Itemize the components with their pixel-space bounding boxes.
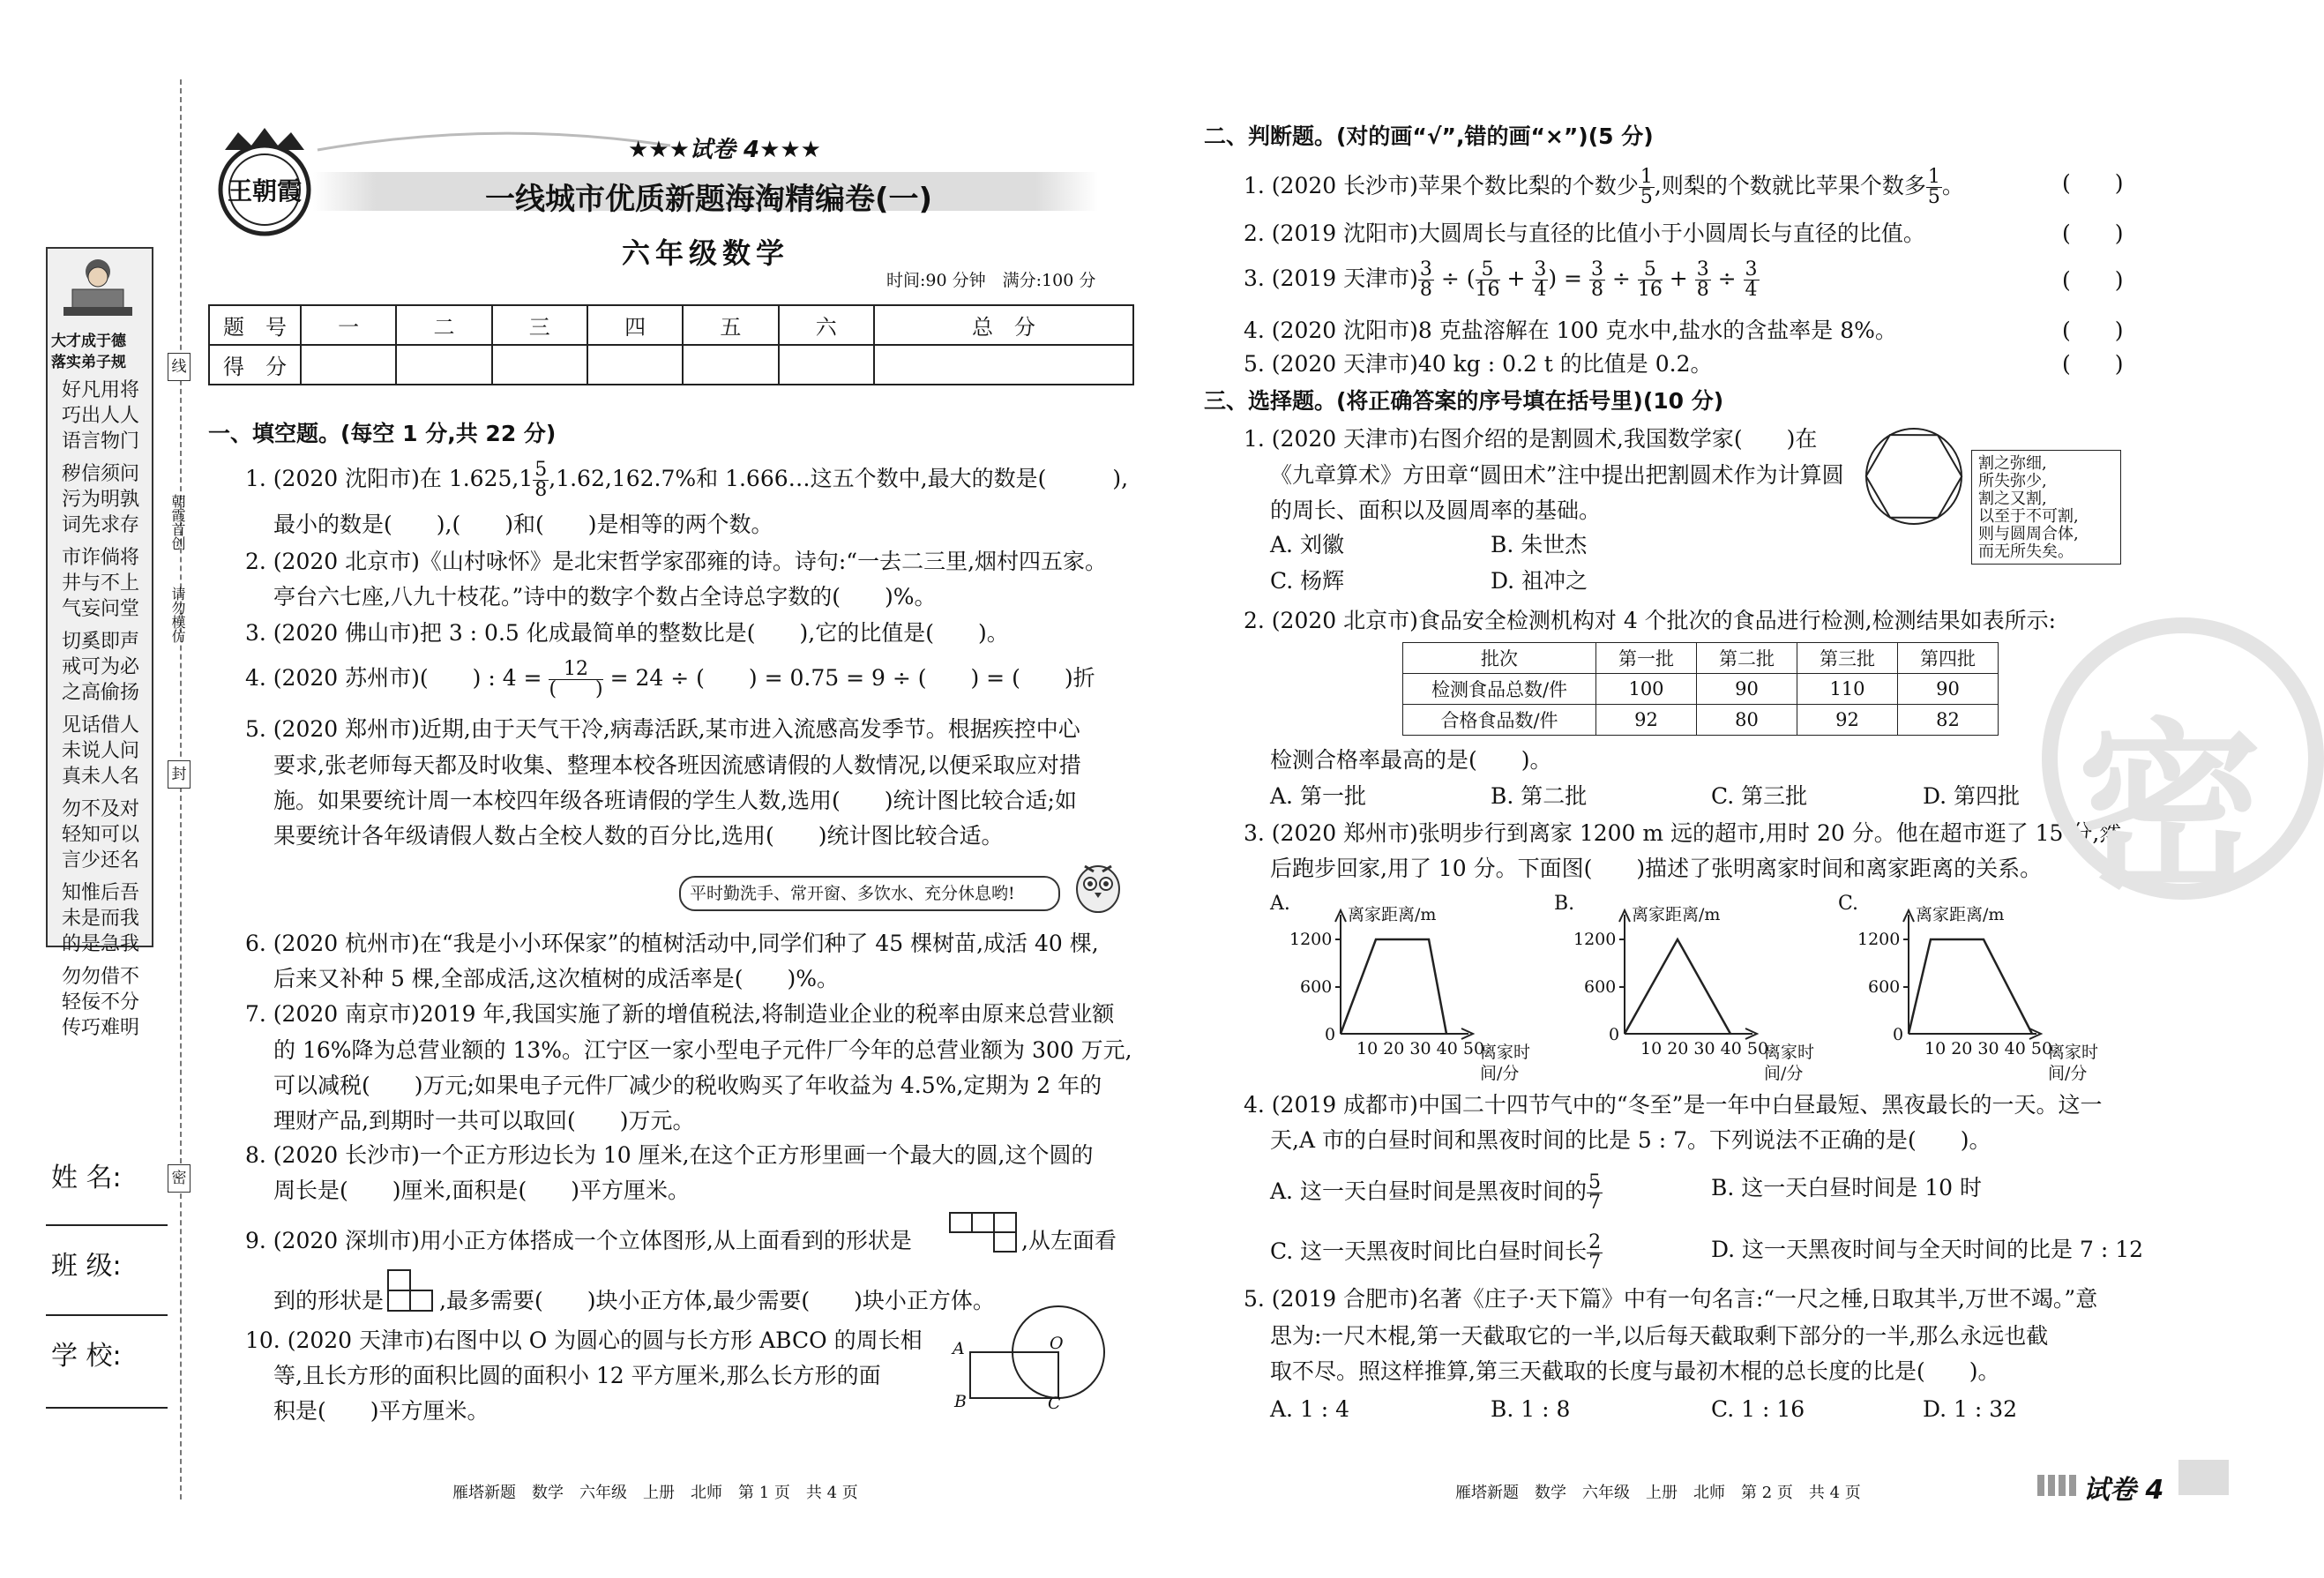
j1-fraction-1: $\frac{1}{5}$ [1640, 166, 1653, 208]
inspection-row [1403, 705, 1999, 736]
c1-line1: 1. (2020 天津市)右图介绍的是割圆术,我国数学家( )在 [1244, 426, 1818, 452]
j4-text: 4. (2020 沈阳市)8 克盐溶解在 100 克水中,盐水的含盐率是 8%。 [1244, 318, 1897, 343]
graph-b-y600: 600 [1584, 977, 1617, 997]
owl-mascot-icon [1067, 854, 1129, 916]
c5-option-b[interactable]: B. 1 : 8 [1491, 1396, 1571, 1422]
motto-line: 勿勿借不 [61, 966, 139, 988]
quote-line: 割之弥细, [1978, 454, 2047, 473]
q6-line2: 后来又补种 5 棵,全部成活,这次植树的成活率是( )%。 [273, 966, 839, 991]
q3-text: 3. (2020 佛山市)把 3 : 0.5 化成最简单的整数比是( ),它的比值是( )。 [245, 620, 1009, 646]
motto-line: 好凡用将 [61, 379, 139, 401]
j3-fraction: $\frac{5}{16}$ [1637, 258, 1663, 301]
score-cell: 三 [492, 305, 587, 345]
score-header-row [209, 305, 1133, 345]
paper-number: ★★★试卷 4★★★ [628, 137, 821, 163]
score-input[interactable] [587, 345, 683, 385]
c4-line1: 4. (2019 成都市)中国二十四节气中的“冬至”是一年中白昼最短、黑夜最长的一天。这一 [1244, 1092, 2103, 1118]
q8-line2: 周长是( )厘米,面积是( )平方厘米。 [273, 1178, 690, 1203]
q10-circle-rectangle-figure [944, 1304, 1120, 1422]
seal-secret: 密 [168, 1164, 191, 1193]
q9-left-view-figure [386, 1268, 436, 1318]
c1-line3: 的周长、面积以及圆周率的基础。 [1270, 497, 1602, 523]
graph-b-xlabel2: 间/分 [1764, 1064, 1804, 1083]
inspection-cell: 检测食品总数/件 [1403, 674, 1596, 705]
q5-line3: 施。如果要统计周一本校四年级各班请假的学生人数,选用( )统计图比较合适;如 [273, 788, 1077, 813]
inspection-cell: 90 [1697, 674, 1797, 705]
inspection-cell: 90 [1898, 674, 1999, 705]
footer-left: 雁塔新题 数学 六年级 上册 北师 第 1 页 共 4 页 [452, 1484, 858, 1502]
motto-line: 井与不上 [61, 572, 139, 595]
motto-line: 污为明孰 [61, 489, 139, 511]
motto-line: 之高偷扬 [61, 682, 139, 704]
c4-line2: 天,A 市的白昼时间和黑夜时间的比是 5 : 7。下列说法不正确的是( )。 [1270, 1127, 1991, 1153]
q1-text: ,1.62,162.7%和 1.666…这五个数中,最大的数是( ), [549, 466, 1129, 491]
score-cell: 二 [396, 305, 491, 345]
j3-line: 3. (2019 天津市) $\frac{3}{8}$ ÷ ( $\frac{5}{16}$ + $\frac{3}{4}$ ) = $\frac{3}{8}$ ÷ $\frac{5}{16}$ + $\frac{3}{8}$ ÷ $\frac{3}{4}$ [1244, 258, 1758, 301]
motto-line: 轻知可以 [61, 824, 139, 846]
q9-line1: 9. (2020 深圳市)用小正方体搭成一个立体图形,从上面看到的形状是 [245, 1228, 912, 1253]
score-input[interactable] [779, 345, 874, 385]
c2-question: 检测合格率最高的是( )。 [1270, 747, 1552, 773]
quote-text [1978, 455, 2079, 561]
corner-paper-label: 试卷 4 [2083, 1475, 2164, 1506]
c5-line3: 取不尽。照这样推算,第三天截取的长度与最初木棍的总长度的比是( )。 [1270, 1358, 2000, 1384]
q1-fraction: $\frac{5}{8}$ [534, 459, 548, 501]
graph-a-origin: 0 [1325, 1025, 1336, 1044]
q5-line2: 要求,张老师每天都及时收集、整理本校各班因流感请假的人数情况,以便采取应对措 [273, 752, 1081, 778]
c5-option-d[interactable]: D. 1 : 32 [1923, 1396, 2018, 1422]
school-label: 学 校: [51, 1341, 122, 1372]
j3-answer[interactable]: ( ) [2062, 267, 2124, 293]
graph-a-xticks: 10 20 30 40 50 [1356, 1039, 1485, 1058]
inspection-table [1402, 642, 1999, 736]
graph-c-xticks: 10 20 30 40 50 [1924, 1039, 2053, 1058]
j1-line: 1. (2020 长沙市)苹果个数比梨的个数少 $\frac{1}{5}$ ,则梨的个数就比苹果个数多 $\frac{1}{5}$ 。 [1244, 166, 1964, 208]
c5-option-c[interactable]: C. 1 : 16 [1711, 1396, 1805, 1422]
inspection-cell: 92 [1797, 705, 1898, 736]
score-row [209, 345, 1133, 385]
score-input[interactable] [301, 345, 396, 385]
sidebar-slogan-2: 落实弟子规 [51, 354, 126, 371]
q10-line2: 等,且长方形的面积比圆的面积小 12 平方厘米,那么长方形的面 [273, 1363, 881, 1388]
score-input[interactable] [492, 345, 587, 385]
graph-a-xlabel1: 离家时 [1480, 1043, 1531, 1062]
inspection-cell: 第三批 [1797, 643, 1898, 674]
class-field[interactable] [46, 1314, 168, 1316]
q6-line1: 6. (2020 杭州市)在“我是小小环保家”的植树活动中,同学们种了 45 棵树苗,成活 40 棵, [245, 931, 1099, 956]
inspection-cell: 第一批 [1596, 643, 1697, 674]
inspection-cell: 92 [1596, 705, 1697, 736]
graph-c-label: C. [1838, 893, 1859, 915]
graph-a-y1200: 1200 [1289, 930, 1333, 949]
c2-option-c[interactable]: C. 第三批 [1711, 783, 1808, 809]
health-tip-text: 平时勤洗手、常开窗、多饮水、充分休息哟! [690, 884, 1015, 903]
j1-answer[interactable]: ( ) [2062, 170, 2124, 196]
q1-line2: 最小的数是( ),( )和( )是相等的两个数。 [273, 512, 773, 537]
graph-a-xlabel2: 间/分 [1480, 1064, 1520, 1083]
motto-line: 气妄问堂 [61, 598, 139, 620]
exam-timing: 时间:90 分钟 满分:100 分 [886, 271, 1096, 290]
j3-fraction: $\frac{3}{4}$ [1745, 258, 1758, 301]
quote-line: 而无所失矣。 [1978, 542, 2074, 561]
graph-c-y600: 600 [1868, 977, 1901, 997]
graph-b-xticks: 10 20 30 40 50 [1640, 1039, 1769, 1058]
graph-a-ylabel: 离家距离/m [1348, 905, 1437, 924]
motto-line: 切奚即声 [61, 631, 139, 653]
c2-option-d[interactable]: D. 第四批 [1923, 783, 2021, 809]
score-cell: 题 号 [209, 305, 301, 345]
graph-b-xlabel1: 离家时 [1764, 1043, 1815, 1062]
c2-option-b[interactable]: B. 第二批 [1491, 783, 1588, 809]
score-cell: 四 [587, 305, 683, 345]
motto-line: 市诈倘将 [61, 547, 139, 569]
q9-line2a: 到的形状是 [273, 1288, 385, 1313]
quote-line: 以至于不可割, [1978, 507, 2079, 526]
fig-label-A: A [953, 1339, 965, 1358]
c4-c-fraction: $\frac{2}{7}$ [1588, 1231, 1602, 1274]
exam-title: 一线城市优质新题海淘精编卷(一) [485, 182, 933, 217]
q5-line4: 果要统计各年级请假人数占全校人数的百分比,选用( )统计图比较合适。 [273, 823, 1004, 849]
q2-line1: 2. (2020 北京市)《山村咏怀》是北宋哲学家邵雍的诗。诗句:“一去二三里,烟村四五家。 [245, 549, 1108, 574]
q7-line3: 可以减税( )万元;如果电子元件厂减少的税收购买了年收益为 4.5%,定期为 2 年的 [273, 1073, 1102, 1098]
graph-c-line [1909, 939, 2032, 1034]
motto-line: 轻佞不分 [61, 991, 139, 1013]
c1-line2: 《九章算术》方田章“圆田术”注中提出把割圆术作为计算圆 [1270, 462, 1844, 488]
graph-b[interactable] [1554, 893, 1854, 1087]
q5-line1: 5. (2020 郑州市)近期,由于天气干冷,病毒活跃,某市进入流感高发季节。根据疾控中心 [245, 716, 1080, 742]
score-input[interactable] [874, 345, 1133, 385]
quote-line: 割之又割, [1978, 490, 2047, 508]
q10-line1: 10. (2020 天津市)右图中以 O 为圆心的圆与长方形 ABCO 的周长相 [245, 1327, 923, 1353]
q9-line2b: ,最多需要( )块小正方体,最少需要( )块小正方体。 [439, 1288, 995, 1313]
c1-option-c[interactable]: C. 杨辉 [1270, 568, 1345, 594]
graph-c-xlabel2: 间/分 [2048, 1064, 2088, 1083]
inspection-cell: 第四批 [1898, 643, 1999, 674]
j2-text: 2. (2019 沈阳市)大圆周长与直径的比值小于小圆周长与直径的比值。 [1244, 221, 1925, 246]
j1-fraction-2: $\frac{1}{5}$ [1927, 166, 1940, 208]
motto-line: 词先求存 [61, 514, 139, 536]
inspection-header-row [1403, 643, 1999, 674]
c4-option-a[interactable]: A. 这一天白昼时间是黑夜时间的 $\frac{5}{7}$ [1270, 1171, 1601, 1214]
circle-polygon-figure [1861, 423, 1967, 533]
score-input[interactable] [396, 345, 491, 385]
graph-b-y1200: 1200 [1573, 930, 1617, 949]
score-cell: 一 [301, 305, 396, 345]
seal-fold: 封 [168, 760, 191, 789]
score-table [208, 304, 1134, 385]
q7-line4: 理财产品,到期时一共可以取回( )万元。 [273, 1108, 695, 1133]
j2-answer[interactable]: ( ) [2062, 221, 2124, 246]
c3-line2: 后跑步回家,用了 10 分。下面图( )描述了张明离家时间和离家距离的关系。 [1270, 856, 2043, 881]
inspection-cell: 100 [1596, 674, 1697, 705]
score-cell: 总 分 [874, 305, 1133, 345]
motto-line: 见话借人 [61, 714, 139, 737]
subject-title: 六年级数学 [622, 236, 790, 270]
graph-c-xlabel1: 离家时 [2048, 1043, 2099, 1062]
motto-line: 秽信须问 [61, 463, 139, 485]
motto-line: 未说人问 [61, 740, 139, 762]
q4-fraction: $\frac{12}{( )}$ [549, 658, 603, 700]
q1-text: 1. (2020 沈阳市)在 1.625,1 [245, 466, 534, 491]
section-3-title: 三、选择题。(将正确答案的序号填在括号里)(10 分) [1204, 388, 1724, 414]
mascot-illustration [55, 254, 141, 325]
inspection-cell: 第二批 [1697, 643, 1797, 674]
inspection-cell: 合格食品数/件 [1403, 705, 1596, 736]
footer-right: 雁塔新题 数学 六年级 上册 北师 第 2 页 共 4 页 [1455, 1484, 1861, 1502]
motto-line: 巧出人人 [61, 405, 139, 427]
c5-option-a[interactable]: A. 1 : 4 [1270, 1396, 1350, 1422]
q7-line1: 7. (2020 南京市)2019 年,我国实施了新的增值税法,将制造业企业的税率由原来总营业额 [245, 1001, 1115, 1027]
vertical-note-1: 朝霞首创 [169, 494, 186, 550]
motto-line: 真未人名 [61, 766, 139, 788]
fig-label-C: C [1048, 1394, 1061, 1413]
motto-line: 知惟后吾 [61, 882, 139, 904]
corner-deco [2037, 1475, 2077, 1496]
c1-option-b[interactable]: B. 朱世杰 [1491, 532, 1588, 557]
graph-a[interactable] [1270, 893, 1570, 1087]
seal-line: 线 [168, 353, 191, 381]
fig-label-O: O [1050, 1334, 1064, 1353]
inspection-row [1403, 674, 1999, 705]
q7-line2: 的 16%降为总营业额的 13%。江宁区一家小型电子元件厂今年的总营业额为 300 万元, [273, 1037, 1132, 1063]
c1-option-d[interactable]: D. 祖冲之 [1491, 568, 1588, 594]
q9-line1b: ,从左面看 [1021, 1228, 1117, 1253]
j3-fraction: $\frac{3}{8}$ [1696, 258, 1709, 301]
score-input[interactable] [683, 345, 778, 385]
inspection-cell: 批次 [1403, 643, 1596, 674]
sidebar-mottos [58, 378, 143, 1041]
c4-option-d[interactable]: D. 这一天黑夜时间与全天时间的比是 7 : 12 [1711, 1237, 2144, 1262]
c5-line1: 5. (2019 合肥市)名著《庄子·天下篇》中有一句名言:“一尺之棰,日取其半,万世不竭。”意 [1244, 1286, 2098, 1312]
graph-b-line [1625, 939, 1730, 1034]
j5-answer[interactable]: ( ) [2062, 351, 2124, 377]
c5-line2: 思为:一尺木棍,第一天截取它的一半,以后每天截取剩下部分的一半,那么永远也截 [1270, 1323, 2049, 1349]
ribbon-decoration [318, 123, 670, 159]
graph-c-ylabel: 离家距离/m [1916, 905, 2005, 924]
score-cell: 六 [779, 305, 874, 345]
school-field[interactable] [46, 1407, 168, 1409]
graph-a-y600: 600 [1300, 977, 1333, 997]
q8-line1: 8. (2020 长沙市)一个正方形边长为 10 厘米,在这个正方形里画一个最大的圆,这个圆的 [245, 1142, 1094, 1168]
motto-line: 未是而我 [61, 908, 139, 930]
name-field[interactable] [46, 1224, 168, 1226]
motto-line: 言少还名 [61, 849, 139, 871]
inspection-cell: 110 [1797, 674, 1898, 705]
inspection-cell: 80 [1697, 705, 1797, 736]
secret-stamp-watermark: 密 [2042, 617, 2236, 917]
class-label: 班 级: [51, 1251, 122, 1282]
inspection-cell: 82 [1898, 705, 1999, 736]
q4-line: 4. (2020 苏州市)( ) : 4 = $\frac{12}{( )}$ = 24 ÷ ( ) = 0.75 = 9 ÷ ( ) = ( )折 [245, 658, 1095, 700]
c4-option-c[interactable]: C. 这一天黑夜时间比白昼时间长 $\frac{2}{7}$ [1270, 1231, 1602, 1274]
graph-b-label: B. [1554, 893, 1575, 915]
motto-line: 勿不及对 [61, 798, 139, 820]
graph-b-ylabel: 离家距离/m [1632, 905, 1721, 924]
motto-line: 语言物门 [61, 430, 139, 452]
binding-line [180, 79, 182, 1499]
graph-a-label: A. [1270, 893, 1290, 915]
graph-c-y1200: 1200 [1857, 930, 1901, 949]
name-label: 姓 名: [51, 1163, 122, 1193]
graph-c-origin: 0 [1893, 1025, 1904, 1044]
c3-line1: 3. (2020 郑州市)张明步行到离家 1200 m 远的超市,用时 20 分。他在超市逛了 15 分,然 [1244, 820, 2122, 846]
j5-text: 5. (2020 天津市)40 kg : 0.2 t 的比值是 0.2。 [1244, 351, 1713, 377]
c4-option-b[interactable]: B. 这一天白昼时间是 10 时 [1711, 1175, 1982, 1200]
vertical-note-2: 请勿模仿 [169, 587, 186, 643]
q9-top-view-figure [948, 1211, 1019, 1259]
fig-label-B: B [954, 1392, 967, 1411]
logo-text: 王朝霞 [228, 176, 303, 206]
j4-answer[interactable]: ( ) [2062, 318, 2124, 343]
motto-line: 戒可为必 [61, 656, 139, 678]
q1-line1 [245, 460, 1128, 500]
c1-option-a[interactable]: A. 刘徽 [1270, 532, 1344, 557]
score-row-label: 得 分 [209, 345, 301, 385]
j3-fraction: $\frac{5}{16}$ [1475, 258, 1500, 301]
q2-line2: 亭台六七座,八九十枝花。”诗中的数字个数占全诗总字数的( )%。 [273, 584, 937, 610]
graph-a-line [1341, 939, 1446, 1034]
sidebar-slogan-1: 大才成于德 [51, 333, 126, 350]
motto-line: 传巧难明 [61, 1017, 139, 1039]
quote-line: 所失弥少, [1978, 472, 2047, 490]
c4-a-fraction: $\frac{5}{7}$ [1588, 1171, 1601, 1214]
section-2-title: 二、判断题。(对的画“√”,错的画“×”)(5 分) [1204, 123, 1654, 149]
section-1-title: 一、填空题。(每空 1 分,共 22 分) [208, 421, 557, 446]
q10-line3: 积是( )平方厘米。 [273, 1398, 489, 1424]
c2-line1: 2. (2020 北京市)食品安全检测机构对 4 个批次的食品进行检测,检测结果如表所示: [1244, 608, 2057, 633]
motto-line: 的是急我 [61, 933, 139, 955]
quote-line: 则与圆周合体, [1978, 525, 2079, 543]
j3-fraction: $\frac{3}{8}$ [1590, 258, 1603, 301]
score-cell: 五 [683, 305, 778, 345]
j3-fraction: $\frac{3}{4}$ [1534, 258, 1547, 301]
j3-fraction: $\frac{3}{8}$ [1419, 258, 1432, 301]
corner-band [2178, 1460, 2229, 1495]
graph-b-origin: 0 [1609, 1025, 1620, 1044]
c2-option-a[interactable]: A. 第一批 [1270, 783, 1366, 809]
